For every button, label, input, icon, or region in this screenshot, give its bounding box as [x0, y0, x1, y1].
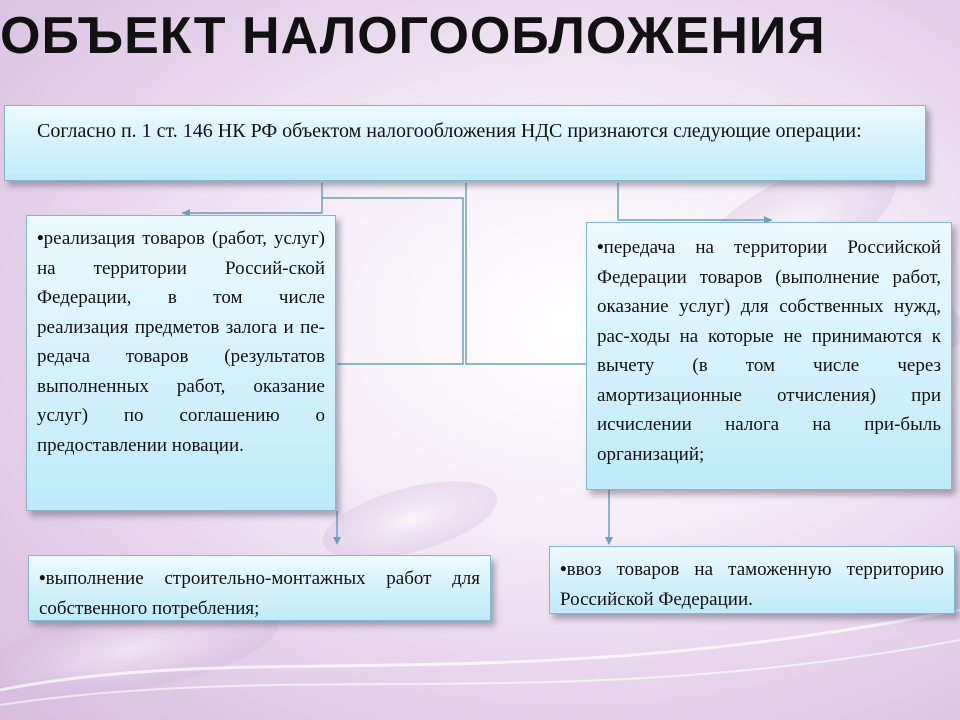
page-title: ОБЪЕКТ НАЛОГООБЛОЖЕНИЯ: [0, 7, 826, 65]
operation-text: реализация товаров (работ, услуг) на территории Россий-ской Федерации, в том числе реализация предметов залога и пе-редача товаров (результатов выполненных работ, оказание услуг) по соглашению о предоставлении новации.: [37, 228, 325, 456]
operation-box-construction: [28, 555, 491, 621]
bullet: •: [560, 559, 567, 580]
bullet: •: [39, 568, 46, 589]
operation-box-sale: [26, 215, 336, 511]
bullet: •: [597, 237, 604, 258]
operation-text: передача на территории Российской Федерации товаров (выполнение работ, оказание услуг) для собственных нужд, рас-ходы на которые не принимаются к вычету (в том числе через амортизационные отчисления) при исчислении налога на при-быль организаций;: [597, 237, 941, 465]
operation-text: ввоз товаров на таможенную территорию Российской Федерации.: [560, 559, 944, 610]
bullet: •: [37, 228, 44, 249]
operation-box-own-needs: [586, 222, 952, 490]
operation-box-import: [549, 546, 955, 614]
intro-box: [4, 105, 926, 181]
intro-text: Согласно п. 1 ст. 146 НК РФ объектом налогообложения НДС признаются следующие операции:: [37, 120, 862, 142]
operation-text: выполнение строительно-монтажных работ для собственного потребления;: [39, 568, 480, 619]
